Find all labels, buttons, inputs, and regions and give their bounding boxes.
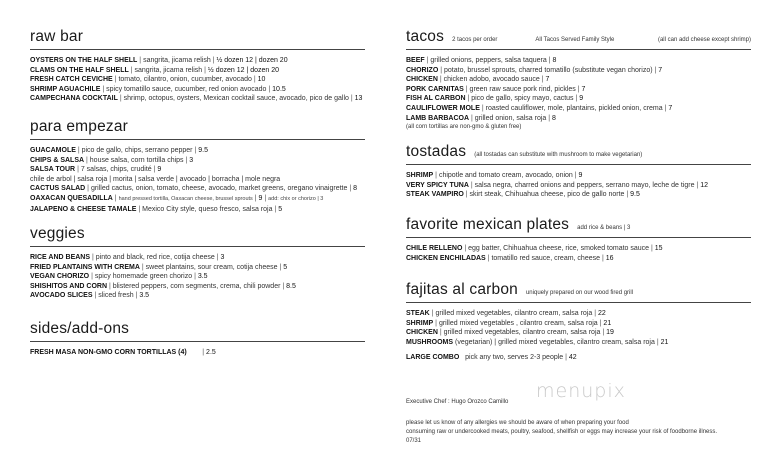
section-header [30, 28, 365, 50]
menu-item: SHRIMP | grilled mixed vegetables , cilantro cream, salsa roja | 21 [406, 319, 612, 327]
menu-item: OYSTERS ON THE HALF SHELL | sangrita, jicama relish | ½ dozen 12 | dozen 20 [30, 57, 288, 64]
menu-item: RICE AND BEANS | pinto and black, red rice, cotija cheese | 3 [30, 254, 225, 261]
menu-item: CAMPECHANA COCKTAIL | shrimp, octopus, oysters, Mexican cocktail sauce, avocado, pico de gallo | 13 [30, 95, 363, 103]
section-favorite-mexican-plates [406, 216, 751, 263]
menu-item-salsa-list: chile de arbol | salsa roja | morita | salsa verde | avocado | borracha | mole negra [30, 175, 281, 183]
watermark: menupix [536, 380, 626, 402]
section-note: uniquely prepared on our wood fired grill [525, 290, 634, 296]
section-title: favorite mexican plates [406, 216, 570, 233]
section-para-empezar [30, 118, 365, 214]
food-safety-warning: consuming raw or undercooked meats, poultry, seafood, shellfish or eggs may increase your risk of foodborne illness. [406, 429, 718, 435]
section-header [30, 118, 365, 140]
section-header [406, 28, 751, 50]
section-header [406, 216, 751, 238]
menu-item-combo: LARGE COMBO pick any two, serves 2-3 people | 42 [406, 354, 577, 362]
menu-item: CHILE RELLENO | egg batter, Chihuahua cheese, rice, smoked tomato sauce | 15 [406, 245, 663, 252]
menu-item: CAULIFLOWER MOLE | roasted cauliflower, mole, plantains, pickled onion, crema | 7 [406, 104, 673, 112]
section-title: tacos [406, 28, 445, 45]
section-title: para empezar [30, 118, 129, 135]
menu-item: CHICKEN | grilled mixed vegetables, cilantro cream, salsa roja | 19 [406, 329, 614, 337]
menu-item: FRESH CATCH CEVICHE | tomato, cilantro, onion, cucumber, avocado | 10 [30, 76, 266, 84]
section-header [406, 281, 751, 303]
section-note: (all can add cheese except shrimp) [657, 37, 751, 43]
menu-item: PORK CARNITAS | green raw sauce pork rind, pickles | 7 [406, 85, 586, 93]
section-tostadas [406, 143, 751, 200]
section-sides-add-ons [30, 320, 365, 358]
section-note: 2 tacos per order [452, 37, 498, 43]
menu-item: SALSA TOUR | 7 salsas, chips, crudité | 9 [30, 166, 162, 174]
menu-item: CHICKEN | chicken adobo, avocado sauce | 7 [406, 76, 550, 84]
menu-item: AVOCADO SLICES | sliced fresh | 3.5 [30, 292, 150, 300]
menu-item: CHICKEN ENCHILADAS | tomatillo red sauce, cream, cheese | 16 [406, 254, 614, 262]
menu-item: FISH AL CARBON | pico de gallo, spicy mayo, cactus | 9 [406, 95, 584, 103]
menu-item: GUACAMOLE | pico de gallo, chips, serrano pepper | 9.5 [30, 147, 208, 154]
section-title: fajitas al carbon [406, 281, 518, 298]
menu-item: CACTUS SALAD | grilled cactus, onion, tomato, cheese, avocado, market greens, oregano vinaigrette | 8 [30, 185, 358, 193]
menu-date: 07/31 [406, 438, 422, 444]
section-title: veggies [30, 225, 85, 242]
menu-item: STEAK VAMPIRO | skirt steak, Chihuahua cheese, pico de gallo norte | 9.5 [406, 191, 640, 199]
menu-item: VEGAN CHORIZO | spicy homemade green chorizo | 3.5 [30, 273, 208, 281]
allergy-notice: please let us know of any allergies we should be aware of when preparing your food [406, 420, 629, 426]
section-tacos [406, 28, 751, 132]
section-fajitas-al-carbon [406, 281, 751, 363]
tacos-footnote: (all corn tortillas are non-gmo & gluten free) [406, 124, 522, 131]
menu-item: JALAPENO & CHEESE TAMALE | Mexico City style, queso fresco, salsa roja | 5 [30, 205, 283, 213]
section-title: sides/add-ons [30, 320, 130, 337]
section-header [30, 320, 365, 342]
section-header [406, 143, 751, 165]
menu-item: CLAMS ON THE HALF SHELL | sangrita, jicama relish | ½ dozen 12 | dozen 20 [30, 66, 280, 74]
section-note: All Tacos Served Family Style [535, 37, 615, 43]
menu-item: SHRIMP AGUACHILE | spicy tomatillo sauce, cucumber, red onion avocado | 10.5 [30, 85, 286, 93]
section-note: (all tostadas can substitute with mushroom to make vegetarian) [474, 152, 643, 158]
section-note: add rice & beans | 3 [577, 225, 631, 231]
section-header [30, 225, 365, 247]
section-title: tostadas [406, 143, 467, 160]
menu-item: MUSHROOMS (vegetarian) | grilled mixed vegetables, cilantro cream, salsa roja | 21 [406, 338, 669, 346]
section-veggies [30, 225, 365, 301]
executive-chef: Executive Chef : Hugo Orozco Camillo [406, 399, 509, 405]
menu-item: SHISHITOS AND CORN | blistered peppers, corn segments, crema, chili powder | 8.5 [30, 282, 296, 290]
menu-item: CHORIZO | potato, brussel sprouts, charred tomatillo (substitute vegan chorizo) | 7 [406, 66, 663, 74]
menu-item: LAMB BARBACOA | grilled onion, salsa roja | 8 [406, 114, 556, 122]
section-raw-bar [30, 28, 365, 104]
menu-item: SHRIMP | chipotle and tomato cream, avocado, onion | 9 [406, 172, 583, 179]
menu-item: VERY SPICY TUNA | salsa negra, charred onions and peppers, serrano mayo, leche de tigre | 12 [406, 181, 708, 189]
section-title: raw bar [30, 28, 84, 45]
menu-item: OAXACAN QUESADILLA | hand pressed tortilla, Oaxacan cheese, brussel sprouts | 9 | add: chix or chorizo | 3 [30, 194, 324, 202]
menu-item: BEEF | grilled onions, peppers, salsa taquera | 8 [406, 57, 557, 64]
add-on-note: add: chix or chorizo | 3 [268, 195, 324, 202]
menu-item: FRESH MASA NON-GMO CORN TORTILLAS (4) | 2.5 [30, 349, 216, 356]
menu-item: CHIPS & SALSA | house salsa, corn tortilla chips | 3 [30, 156, 194, 164]
menu-item: FRIED PLANTAINS WITH CREMA | sweet plantains, sour cream, cotija cheese | 5 [30, 263, 288, 271]
menu-item: STEAK | grilled mixed vegetables, cilantro cream, salsa roja | 22 [406, 310, 606, 317]
